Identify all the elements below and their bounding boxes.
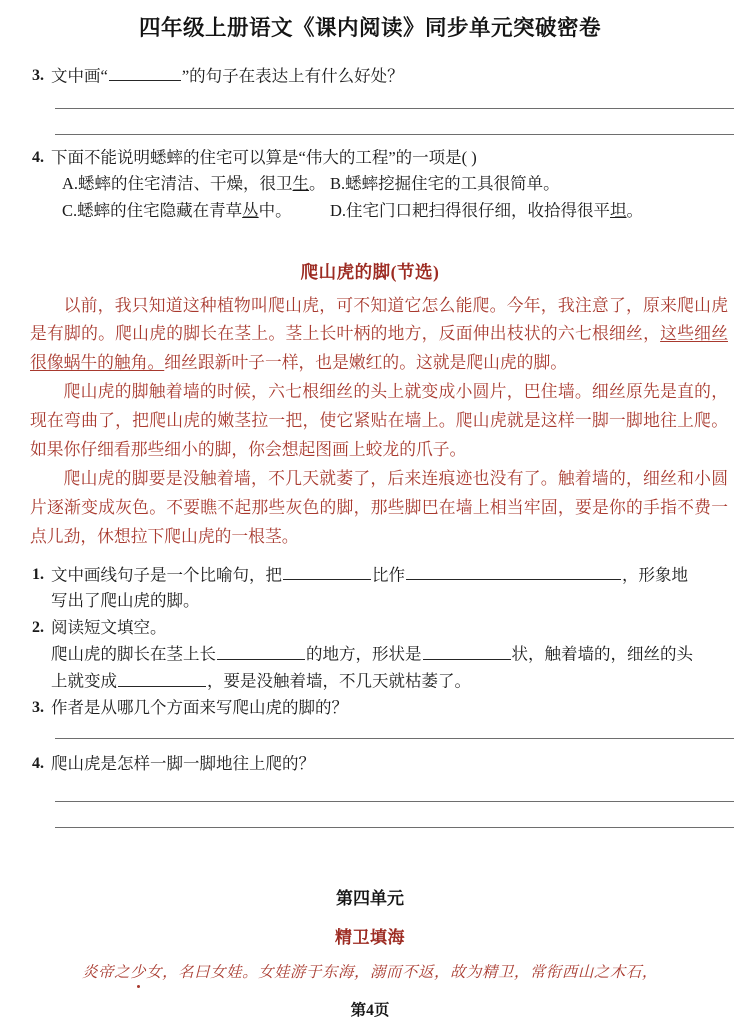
q2-fill-2: 的地方，形状是 (306, 644, 422, 664)
passage-question-4 (0, 751, 740, 777)
option-a-label: A. (62, 174, 79, 194)
option-row-cd (0, 198, 740, 225)
question-3-text-before: 文中画“ (51, 66, 108, 86)
question-3-text-after: ”的句子在表达上有什么好处？ (181, 66, 404, 86)
option-d[interactable] (330, 198, 730, 225)
passage-question-2-fill-line1 (0, 641, 740, 668)
passage-question-1-line2: 写出了爬山虎的脚。 (51, 591, 200, 611)
unit-title: 第四单元 (336, 889, 404, 909)
option-b-text: 蟋蟀挖掘住宅的工具很简单。 (345, 174, 560, 194)
question-3-number: 3. (32, 67, 44, 85)
q2-fill-3: 状，触着墙的，细丝的头 (511, 644, 693, 664)
option-a-underlined-char: 生 (292, 174, 310, 194)
classical-text (0, 960, 740, 982)
paragraph-1-text-a: 以前，我只知道这种植物叫爬山虎，可不知道它怎么能爬。今年，我注意了，原来爬山虎是有脚的。爬山虎的脚长在茎上。茎上长叶柄的地方，反面伸出枝状的六七根细丝， (30, 295, 728, 344)
classic-part-2: 女，名曰女娃。女娃游于东海，溺而不返，故为精卫，常衔西山之木石， (146, 964, 658, 982)
q2-fill-1: 爬山虎的脚长在茎上长 (51, 644, 216, 664)
inline-blank[interactable] (109, 63, 181, 81)
page-footer: 第4页 (350, 1002, 390, 1020)
q2-blank-1[interactable] (217, 641, 305, 659)
passage-paragraph-2: 爬山虎的脚触着墙的时候，六七根细丝的头上就变成小圆片，巴住墙。细丝原先是直的，现在弯曲了，把爬山虎的嫩茎拉一把，使它紧贴在墙上。爬山虎就是这样一脚一脚地往上爬。如果你仔细看那些细小的脚，你会想起图画上蛟龙的爪子。 (30, 382, 728, 459)
passage-question-3 (0, 695, 740, 721)
option-d-text-end: 。 (626, 200, 644, 220)
option-d-underlined-char: 坦 (610, 200, 627, 220)
option-b[interactable] (330, 171, 730, 198)
passage-question-3-stem: 作者是从哪几个方面来写爬山虎的脚的？ (51, 698, 348, 718)
passage-body (0, 292, 740, 552)
q2-fill-4: 上就变成 (51, 671, 117, 691)
passage-question-4-number: 4. (32, 754, 44, 772)
question-3-text (32, 63, 728, 90)
question-4-number: 4. (32, 148, 44, 166)
q1-part-1: 文中画线句子是一个比喻句，把 (51, 564, 282, 584)
option-a-text: 蟋蟀的住宅清洁、干燥，很卫 (78, 174, 293, 194)
classic-part-1: 炎帝之 (82, 964, 131, 982)
passage-question-2-fill-line2 (0, 668, 740, 695)
passage-question-2 (0, 615, 740, 641)
passage-question-2-number: 2. (32, 618, 44, 636)
passage-title: 爬山虎的脚(节选) (300, 261, 440, 282)
q1-blank-1[interactable] (283, 562, 371, 580)
option-c-label: C. (62, 200, 78, 220)
passage-question-2-stem: 阅读短文填空。 (51, 617, 167, 637)
passage-question-4-stem: 爬山虎是怎样一脚一脚地往上爬的？ (51, 753, 315, 773)
passage-question-1-text (32, 562, 728, 589)
passage-paragraph-1 (30, 292, 728, 379)
option-a[interactable] (62, 171, 330, 198)
option-a-text-end: 。 (309, 174, 326, 194)
passage-question-1 (0, 562, 740, 589)
passage-paragraph-3: 爬山虎的脚要是没触着墙，不几天就萎了，后来连痕迹也没有了。触着墙的，细丝和小圆片逐渐变成灰色。不要瞧不起那些灰色的脚，那些脚巴在墙上相当牢固，要是你的手指不费一点儿劲，休想拉下爬山虎的一根茎。 (30, 468, 728, 546)
question-4-stem: 下面不能说明蟋蟀的住宅可以算是“伟大的工程”的一项是( ) (51, 147, 477, 167)
q2-blank-2[interactable] (423, 641, 511, 659)
lesson-title: 精卫填海 (335, 928, 405, 948)
q1-part-2: 比作 (372, 564, 405, 584)
option-b-label: B. (330, 174, 346, 194)
option-c-text: 蟋蟀的住宅隐藏在青草 (77, 200, 243, 220)
q1-part-3: ，形象地 (622, 564, 688, 584)
option-c[interactable] (62, 198, 330, 225)
option-d-label: D. (330, 200, 347, 220)
option-row-ab (0, 171, 740, 198)
option-d-text: 住宅门口耙扫得很仔细，收拾得很平 (346, 200, 611, 220)
paragraph-1-text-b: 细丝跟新叶子一样，也是嫩红的。这就是爬山虎的脚。 (164, 353, 568, 373)
q2-blank-3[interactable] (118, 668, 206, 686)
option-c-text-end: 中。 (258, 200, 292, 220)
paragraph-1-underlined: 这些细丝很像蜗牛的触角。 (30, 324, 728, 373)
option-c-underlined-char: 丛 (242, 200, 259, 220)
page-title: 四年级上册语文《课内阅读》同步单元突破密卷 (138, 16, 601, 40)
q2-fill-5: ，要是没触着墙，不几天就枯萎了。 (207, 671, 471, 691)
q1-blank-2[interactable] (406, 562, 621, 580)
passage-question-1-number: 1. (32, 565, 44, 583)
emphasis-dot-char: 少 (130, 964, 147, 982)
question-4-top (0, 145, 740, 171)
passage-question-3-number: 3. (32, 699, 44, 717)
question-3-top (0, 63, 740, 90)
